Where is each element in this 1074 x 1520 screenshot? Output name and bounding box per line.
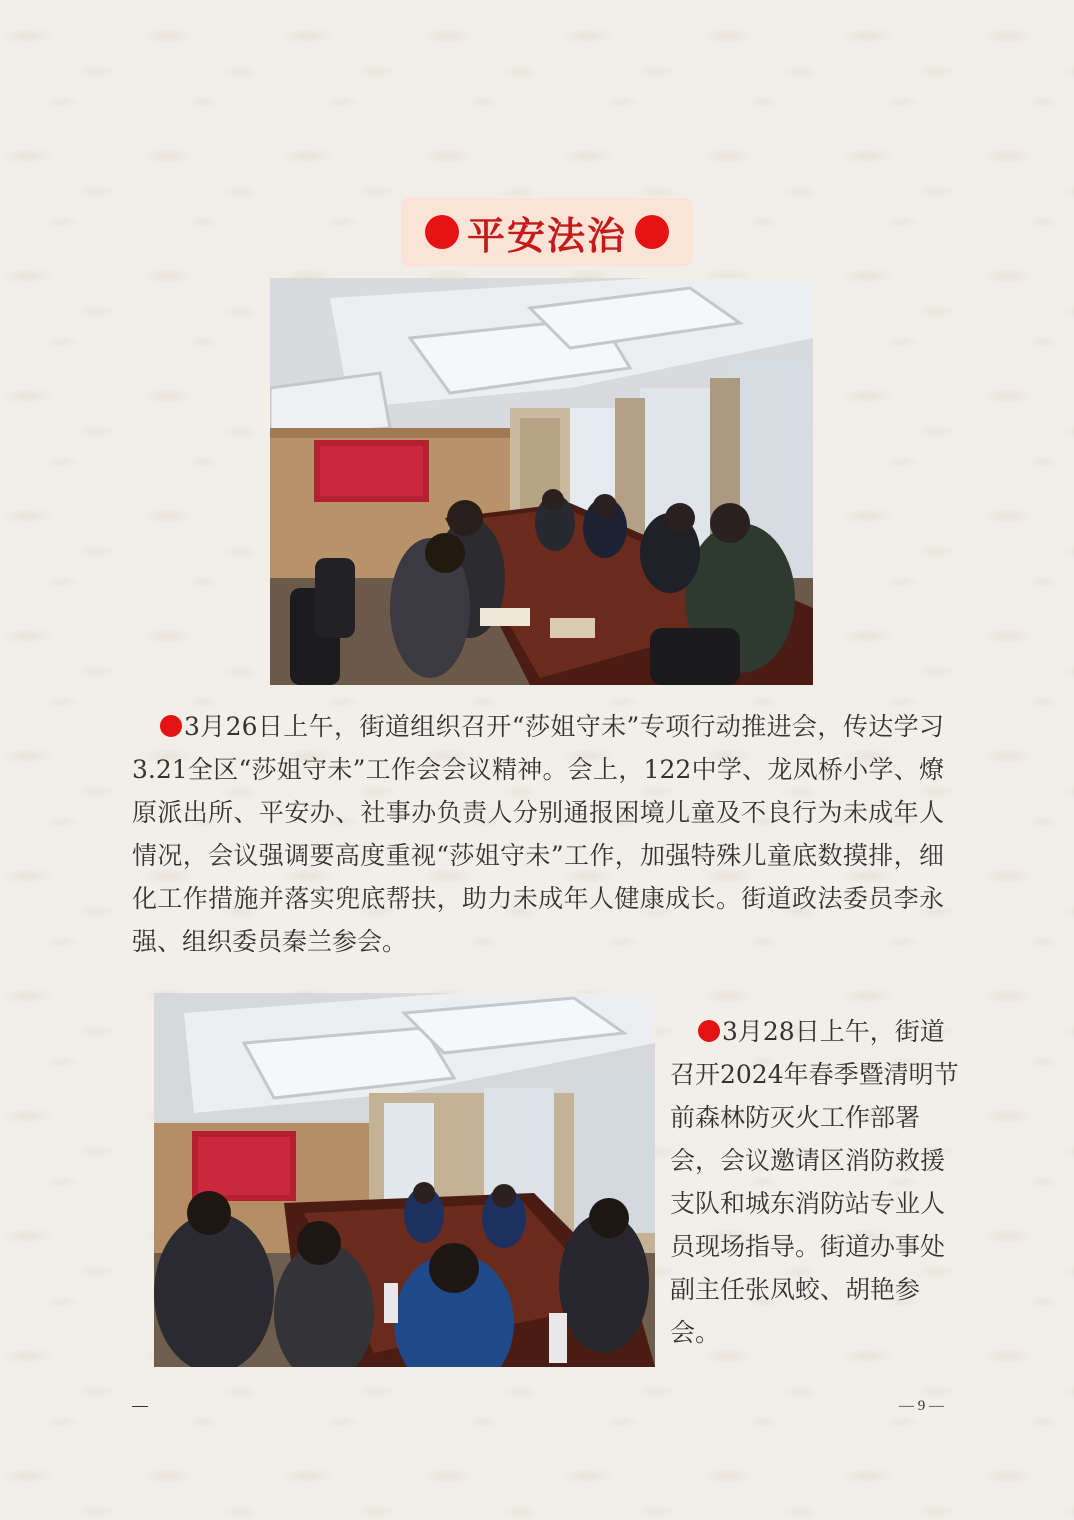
red-dot-icon — [425, 215, 459, 249]
footer-left-rule — [132, 1406, 148, 1407]
section-title-box — [401, 198, 693, 266]
page-number: — 9 — — [899, 1398, 944, 1414]
paragraph-1-text: 3月26日上午，街道组织召开“莎姐守未”专项行动推进会，传达学习3.21全区“莎姐守未”工作会会议精神。会上，122中学、龙凤桥小学、燎原派出所、平安办、社事办负责人分别通报困境儿童及不良行为未成年人情况，会议强调要高度重视“莎姐守未”工作，加强特殊儿童底数摸排，细化工作措施并落实兜底帮扶，助力未成年人健康成长。街道政法委员李永强、组织委员秦兰参会。 — [132, 712, 944, 956]
bullet-dot-icon — [160, 715, 182, 737]
meeting-photo-1 — [270, 278, 813, 685]
bullet-dot-icon — [698, 1020, 720, 1042]
meeting-photo-2 — [154, 993, 655, 1367]
paragraph-1 — [132, 705, 944, 963]
paragraph-2 — [670, 1010, 960, 1354]
section-title: 平安法治 — [466, 212, 627, 258]
red-dot-icon — [635, 215, 669, 249]
paragraph-2-text: 3月28日上午，街道召开2024年春季暨清明节前森林防灭火工作部署会，会议邀请区消防救援支队和城东消防站专业人员现场指导。街道办事处副主任张凤蛟、胡艳参会。 — [670, 1017, 959, 1347]
